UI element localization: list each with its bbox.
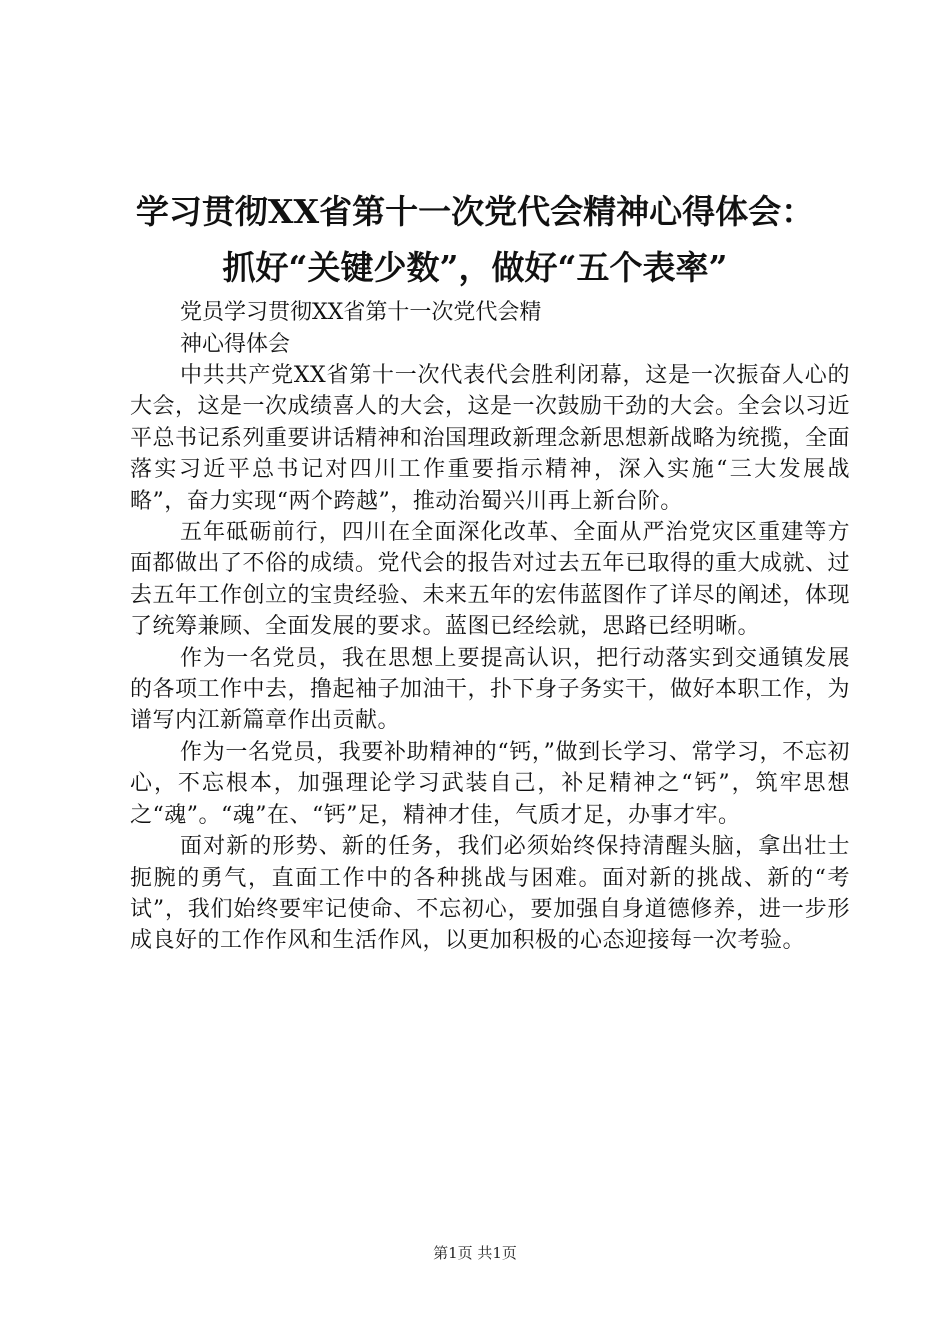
document-body bbox=[130, 360, 850, 957]
paragraph-2: 五年砥砺前行，四川在全面深化改革、全面从严治党灾区重建等方面都做出了不俗的成绩。党代会的报告对过去五年已取得的重大成就、过去五年工作创立的宝贵经验、未来五年的宏伟蓝图作了详尽的阐述，体现了统筹兼顾、全面发展的要求。蓝图已经绘就，思路已经明晰。 bbox=[130, 520, 851, 640]
subheading-line-1: 党员学习贯彻XX省第十一次党代会精 bbox=[180, 300, 542, 325]
paragraph-4: 作为一名党员，我要补助精神的“钙，”做到长学习、常学习，不忘初心，不忘根本，加强理论学习武装自己，补足精神之“钙”，筑牢思想之“魂”。“魂”在、“钙”足，精神才佳，气质才足，办事才牢。 bbox=[130, 739, 850, 828]
paragraph-1: 中共共产党XX省第十一次代表代会胜利闭幕，这是一次振奋人心的大会，这是一次成绩喜人的大会，这是一次鼓励干劲的大会。全会以习近平总书记系列重要讲话精神和治国理政新理念新思想新战略为统揽，全面落实习近平总书记对四川工作重要指示精神，深入实施“三大发展战略”，奋力实现“两个跨越”，推动治蜀兴川再上新台阶。 bbox=[130, 363, 851, 514]
page-footer: 第1页 共1页 bbox=[433, 1244, 517, 1262]
paragraph-5: 面对新的形势、新的任务，我们必须始终保持清醒头脑，拿出壮士扼腕的勇气，直面工作中的各种挑战与困难。面对新的挑战、新的“考试”，我们始终要牢记使命、不忘初心，要加强自身道德修养，进一步形成良好的工作作风和生活作风，以更加积极的心态迎接每一次考验。 bbox=[130, 834, 850, 954]
subheading-line-2: 神心得体会 bbox=[180, 332, 291, 357]
document-title-line-1: 学习贯彻XX省第十一次党代会精神心得体会： bbox=[135, 192, 815, 231]
document-title-line-2: 抓好“关键少数”，做好“五个表率” bbox=[222, 248, 728, 287]
paragraph-3: 作为一名党员，我在思想上要提高认识，把行动落实到交通镇发展的各项工作中去，撸起袖子加油干，扑下身子务实干，做好本职工作，为谱写内江新篇章作出贡献。 bbox=[130, 645, 851, 734]
